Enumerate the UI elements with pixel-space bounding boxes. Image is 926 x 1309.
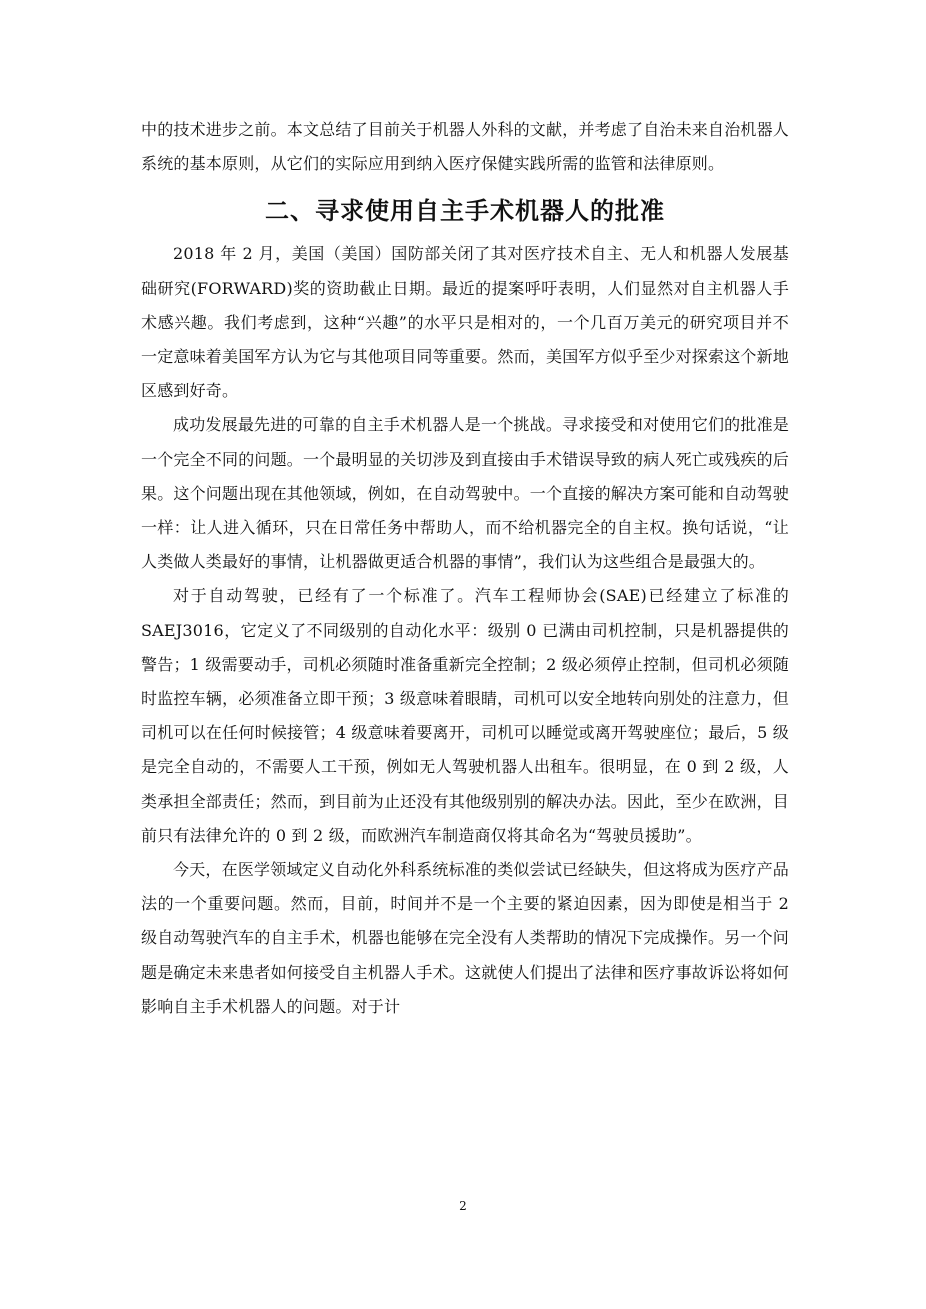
paragraph-medical-standards: 今天，在医学领域定义自动化外科系统标准的类似尝试已经缺失，但这将成为医疗产品法的一个重要问题。然而，目前，时间并不是一个主要的紧迫因素，因为即使是相当于 2 级自动驾驶汽车的自主手术，机器也能够在完全没有人类帮助的情况下完成操作。另一个问题是确定未来患者如何接受自主机器人手术。这就使人们提出了法律和医疗事故诉讼将如何影响自主手术机器人的问题。对于计 xyxy=(141,860,790,1016)
section-heading: 二、寻求使用自主手术机器人的批准 xyxy=(265,197,665,226)
paragraph-continued: 中的技术进步之前。本文总结了目前关于机器人外科的文献，并考虑了自治未来自治机器人系统的基本原则，从它们的实际应用到纳入医疗保健实践所需的监管和法律原则。 xyxy=(141,120,790,174)
paragraph-approval-challenge: 成功发展最先进的可靠的自主手术机器人是一个挑战。寻求接受和对使用它们的批准是一个完全不同的问题。一个最明显的关切涉及到直接由手术错误导致的病人死亡或残疾的后果。这个问题出现在其他领域，例如，在自动驾驶中。一个直接的解决方案可能和自动驾驶一样：让人进入循环，只在日常任务中帮助人，而不给机器完全的自主权。换句话说，“让人类做人类最好的事情，让机器做更适合机器的事情”，我们认为这些组合是最强大的。 xyxy=(141,415,790,572)
page-number: 2 xyxy=(459,1199,467,1213)
document-body xyxy=(141,113,789,1024)
paragraph-forward-award: 2018 年 2 月，美国（美国）国防部关闭了其对医疗技术自主、无人和机器人发展基础研究(FORWARD)奖的资助截止日期。最近的提案呼吁表明，人们显然对自主机器人手术感兴趣。我们考虑到，这种“兴趣”的水平只是相对的，一个几百万美元的研究项目并不一定意味着美国军方认为它与其他项目同等重要。然而，美国军方似乎至少对探索这个新地区感到好奇。 xyxy=(141,244,790,401)
paragraph-sae-levels: 对于自动驾驶，已经有了一个标准了。汽车工程师协会(SAE)已经建立了标准的 SAEJ3016，它定义了不同级别的自动化水平：级别 0 已满由司机控制，只是机器提供的警告；1 级需要动手，司机必须随时准备重新完全控制；2 级必须停止控制，但司机必须随时监控车辆，必须准备立即干预；3 级意味着眼睛，司机可以安全地转向别处的注意力，但司机可以在任何时候接管；4 级意味着要离开，司机可以睡觉或离开驾驶座位；最后，5 级是完全自动的，不需要人工干预，例如无人驾驶机器人出租车。很明显，在 0 到 2 级，人类承担全部责任；然而，到目前为止还没有其他级别别的解决办法。因此，至少在欧洲，目前只有法律允许的 0 到 2 级，而欧洲汽车制造商仅将其命名为“驾驶员援助”。 xyxy=(141,586,790,845)
